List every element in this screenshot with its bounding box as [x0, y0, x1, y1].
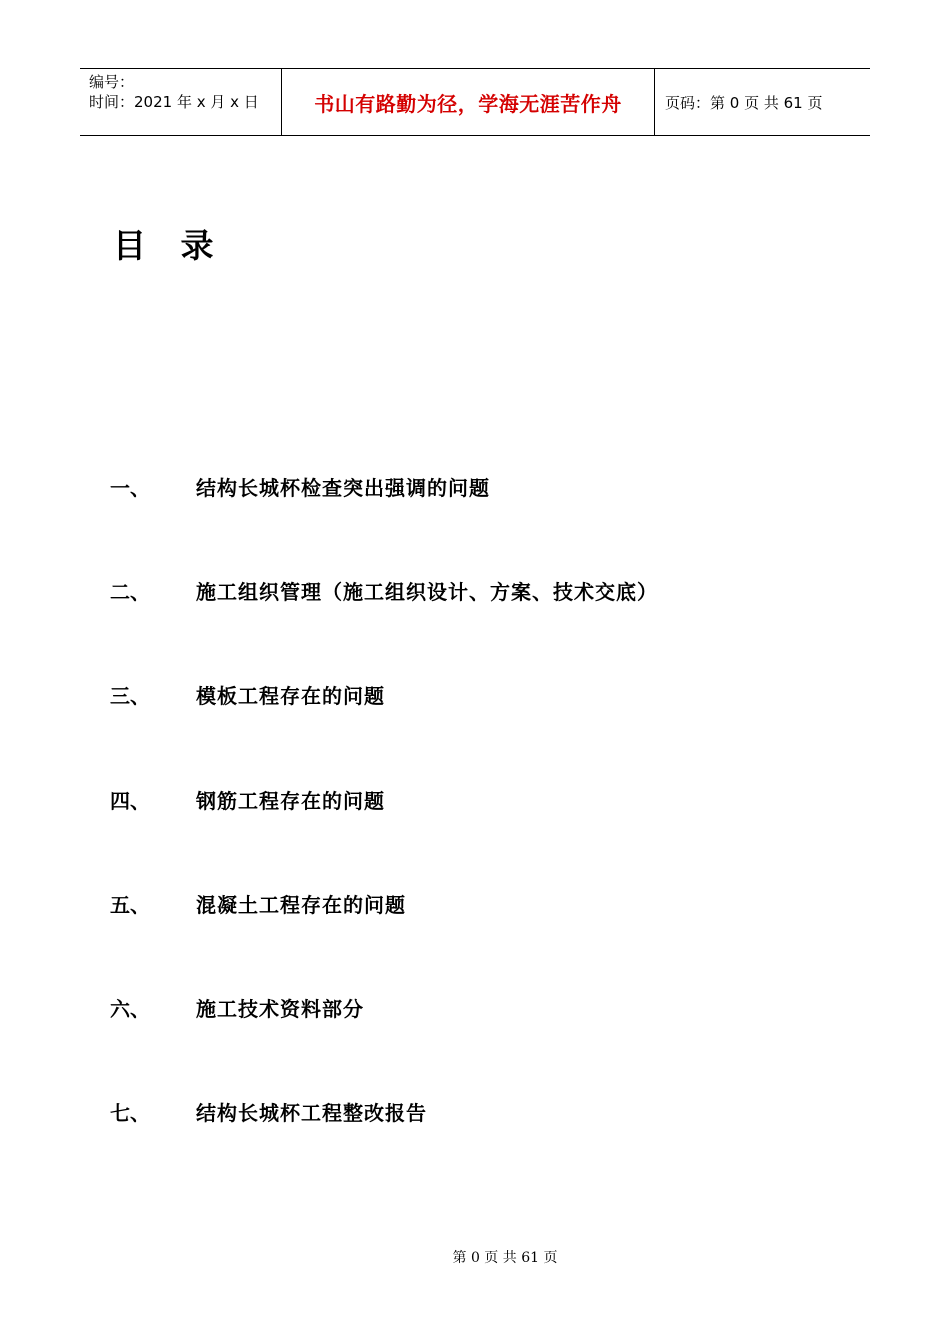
toc-item-number: 四、 [110, 789, 150, 813]
toc-item-number: 六、 [110, 997, 150, 1021]
toc-item [0, 993, 950, 1023]
number-label: 编号： [89, 73, 135, 91]
toc-item [0, 1097, 950, 1127]
page-footer: 第 0 页 共 61 页 [452, 1250, 558, 1266]
toc-item-number: 三、 [110, 684, 150, 708]
toc-item [0, 680, 950, 710]
toc-item-text: 模板工程存在的问题 [196, 684, 385, 708]
toc-item-text: 施工组织管理（施工组织设计、方案、技术交底） [196, 580, 658, 604]
toc-item [0, 785, 950, 815]
toc-item-text: 施工技术资料部分 [196, 997, 364, 1021]
toc-item-text: 钢筋工程存在的问题 [196, 789, 385, 813]
toc-item [0, 472, 950, 502]
toc-item-number: 二、 [110, 580, 150, 604]
toc-item [0, 576, 950, 606]
toc-item [0, 889, 950, 919]
page-info: 页码：第 0 页 共 61 页 [665, 93, 823, 112]
toc-item-number: 一、 [110, 476, 150, 500]
motto-text: 书山有路勤为径，学海无涯苦作舟 [314, 91, 622, 116]
toc-item-text: 结构长城杯工程整改报告 [196, 1101, 427, 1125]
toc-item-text: 结构长城杯检查突出强调的问题 [196, 476, 490, 500]
toc-item-text: 混凝土工程存在的问题 [196, 893, 406, 917]
time-label: 时间：2021 年 x 月 x 日 [89, 93, 259, 111]
toc-item-number: 七、 [110, 1101, 150, 1125]
toc-item-number: 五、 [110, 893, 150, 917]
page-title: 目 录 [113, 226, 214, 265]
